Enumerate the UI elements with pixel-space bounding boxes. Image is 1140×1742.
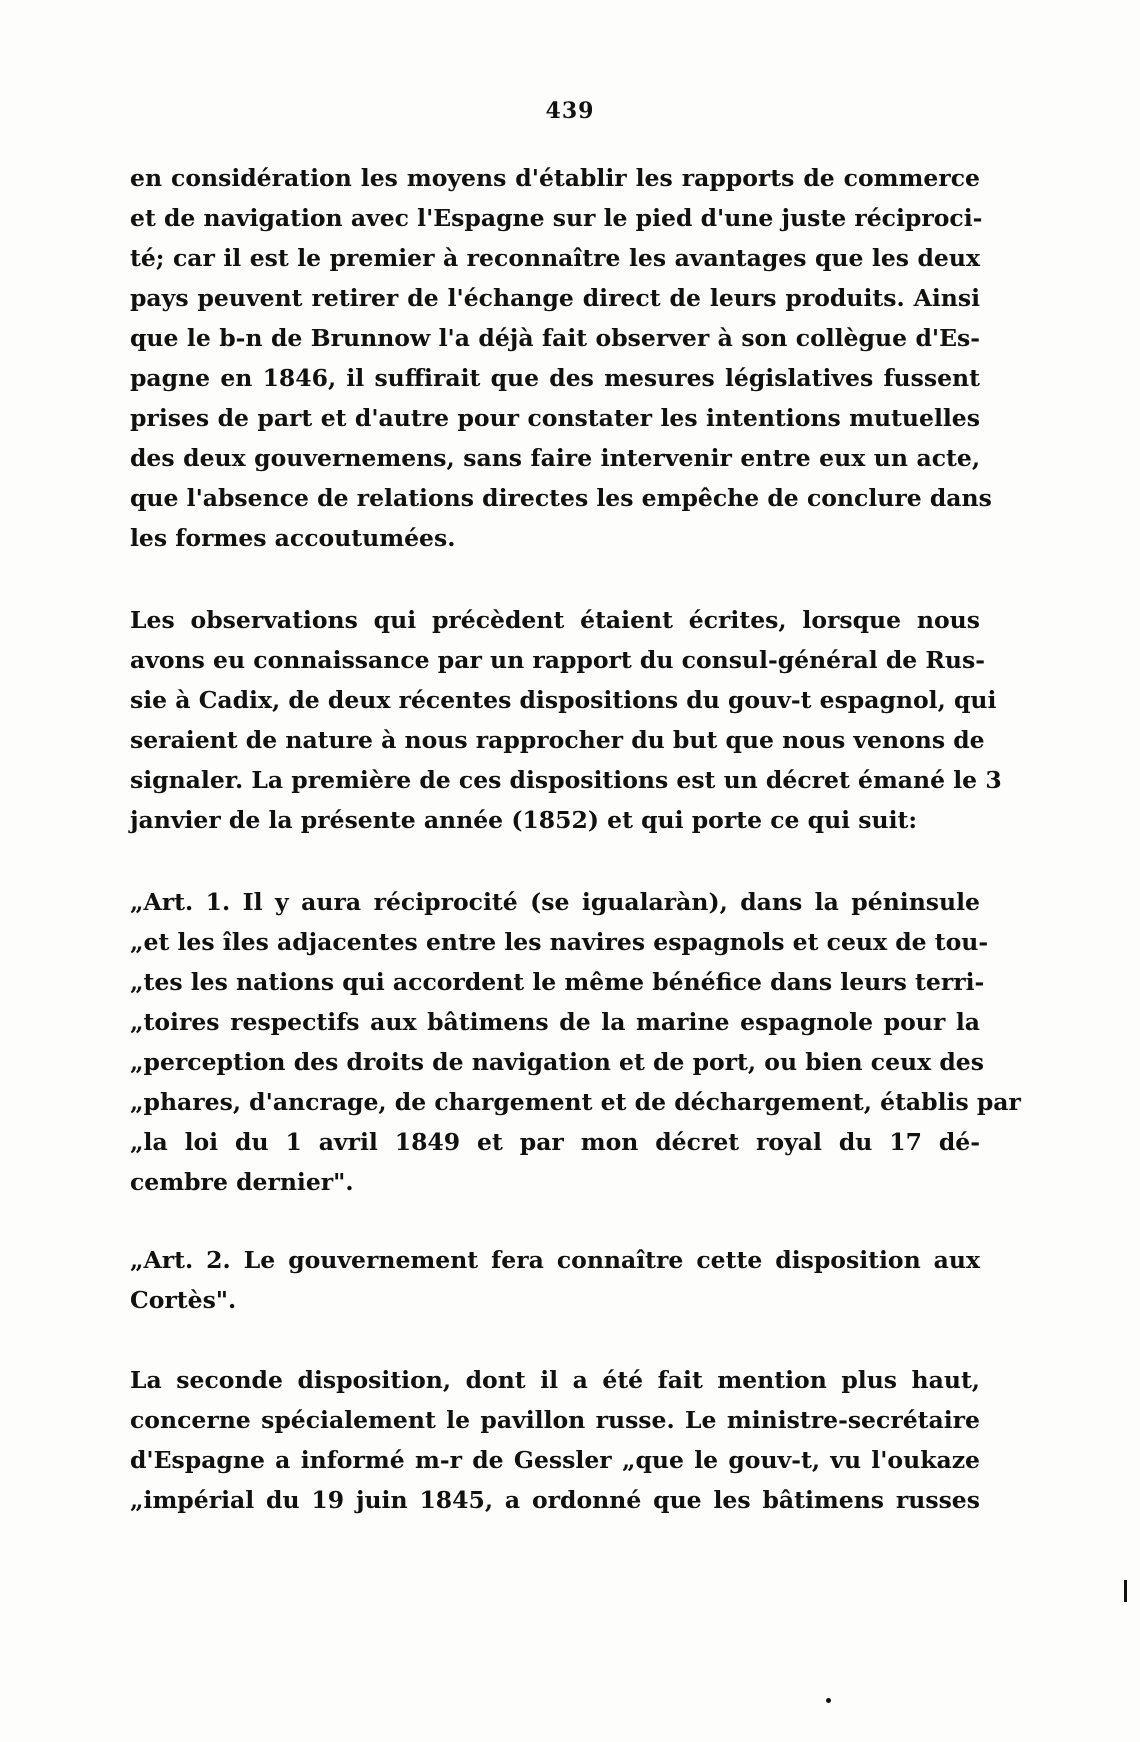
text-line: „Art. 2. Le gouvernement fera connaître cette disposition aux	[130, 1246, 980, 1274]
text-line: que l'absence de relations directes les empêche de conclure dans	[130, 484, 992, 512]
text-line: des deux gouvernemens, sans faire intervenir entre eux un acte,	[130, 444, 980, 472]
text-line: „toires respectifs aux bâtimens de la marine espagnole pour la	[130, 1008, 980, 1036]
text-line: sie à Cadix, de deux récentes dispositions du gouv-t espagnol, qui	[130, 686, 997, 714]
text-line: seraient de nature à nous rapprocher du but que nous venons de	[130, 726, 985, 754]
paragraph-1	[130, 158, 992, 558]
text-line: „et les îles adjacentes entre les navires espagnols et ceux de tou-	[130, 928, 989, 956]
margin-bar-mark	[1124, 1580, 1127, 1602]
text-line: pays peuvent retirer de l'échange direct de leurs produits. Ainsi	[130, 284, 980, 312]
decree-article-1	[130, 882, 1021, 1202]
text-line: té; car il est le premier à reconnaître les avantages que les deux	[130, 244, 980, 272]
text-line: cembre dernier".	[130, 1168, 354, 1196]
text-line: „perception des droits de navigation et de port, ou bien ceux des	[130, 1048, 984, 1076]
ink-dot-mark	[826, 1698, 831, 1703]
paragraph-2	[130, 600, 1002, 840]
text-line: avons eu connaissance par un rapport du consul-général de Rus-	[130, 646, 985, 674]
text-line: les formes accoutumées.	[130, 524, 456, 552]
text-line: „Art. 1. Il y aura réciprocité (se igualaràn), dans la péninsule	[130, 888, 980, 916]
text-line: d'Espagne a informé m-r de Gessler „que le gouv-t, vu l'oukaze	[130, 1446, 980, 1474]
text-line: en considération les moyens d'établir les rapports de commerce	[130, 164, 980, 192]
decree-article-2	[130, 1240, 980, 1320]
body-text	[130, 158, 1021, 1520]
text-line: „impérial du 19 juin 1845, a ordonné que les bâtimens russes	[130, 1486, 980, 1514]
text-line: Les observations qui précèdent étaient écrites, lorsque nous	[130, 606, 980, 634]
page-number: 439	[545, 98, 595, 124]
paragraph-5	[130, 1360, 980, 1520]
text-line: „tes les nations qui accordent le même bénéfice dans leurs terri-	[130, 968, 985, 996]
text-line: pagne en 1846, il suffirait que des mesures législatives fussent	[130, 364, 980, 392]
text-line: „la loi du 1 avril 1849 et par mon décret royal du 17 dé-	[130, 1128, 980, 1156]
text-line: La seconde disposition, dont il a été fait mention plus haut,	[130, 1366, 980, 1394]
text-line: „phares, d'ancrage, de chargement et de déchargement, établis par	[130, 1088, 1021, 1116]
text-line: que le b-n de Brunnow l'a déjà fait observer à son collègue d'Es-	[130, 324, 980, 352]
text-line: Cortès".	[130, 1286, 237, 1314]
text-line: signaler. La première de ces dispositions est un décret émané le 3	[130, 766, 1002, 794]
text-line: prises de part et d'autre pour constater les intentions mutuelles	[130, 404, 980, 432]
text-line: concerne spécialement le pavillon russe. Le ministre-secrétaire	[130, 1406, 980, 1434]
text-line: et de navigation avec l'Espagne sur le pied d'une juste réciproci-	[130, 204, 983, 232]
text-line: janvier de la présente année (1852) et qui porte ce qui suit:	[130, 806, 918, 834]
